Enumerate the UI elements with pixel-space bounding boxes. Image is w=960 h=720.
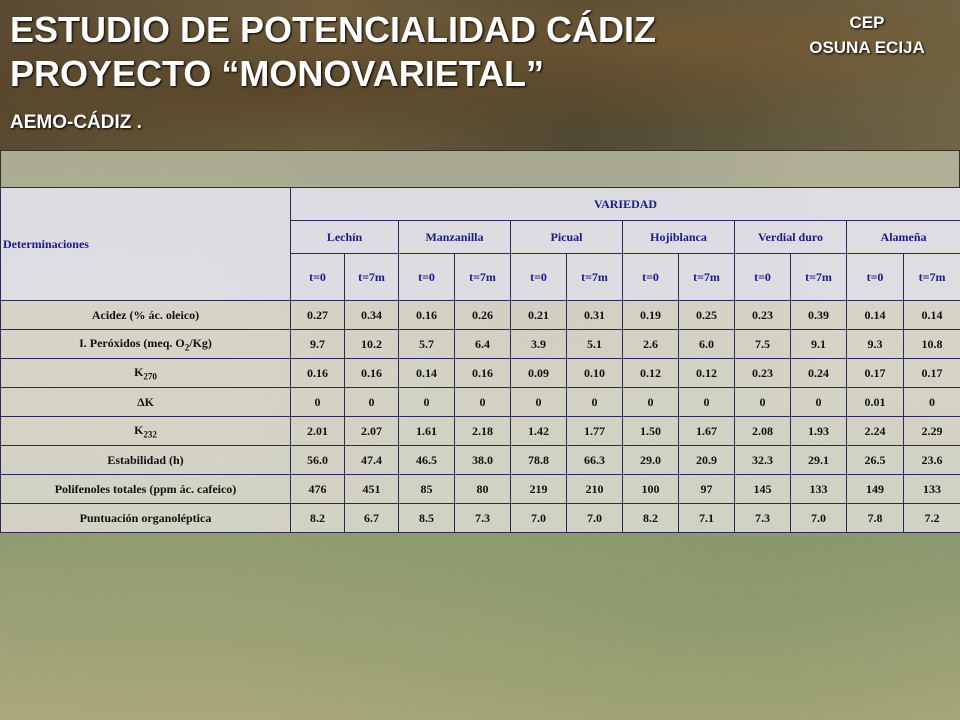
table-cell: 0.10 — [567, 359, 623, 388]
table-cell: 1.50 — [623, 417, 679, 446]
cep-line-2: OSUNA ECIJA — [809, 38, 925, 57]
table-cell: 0 — [623, 388, 679, 417]
table-cell: 8.2 — [623, 504, 679, 533]
table-cell: 97 — [679, 475, 735, 504]
table-cell: 78.8 — [511, 446, 567, 475]
table-cell: 8.5 — [399, 504, 455, 533]
time-header: t=7m — [679, 254, 735, 301]
table-cell: 9.3 — [847, 330, 904, 359]
slide-title — [10, 8, 656, 96]
table-cell: 7.2 — [904, 504, 960, 533]
table-cell: 2.24 — [847, 417, 904, 446]
table-row — [1, 446, 960, 475]
variety-header: Picual — [511, 221, 623, 254]
table-cell: 56.0 — [291, 446, 345, 475]
time-header: t=0 — [399, 254, 455, 301]
table-cell: 0 — [291, 388, 345, 417]
table-cell: 2.01 — [291, 417, 345, 446]
variety-header: Alameña — [847, 221, 960, 254]
row-label: $K_{232}$ — [1, 417, 291, 446]
table-cell: 0 — [455, 388, 511, 417]
table-cell: 26.5 — [847, 446, 904, 475]
table-cell: 0.25 — [679, 301, 735, 330]
time-header: t=0 — [291, 254, 345, 301]
table-cell: 2.08 — [735, 417, 791, 446]
table-cell: 0.16 — [399, 301, 455, 330]
time-header: t=7m — [455, 254, 511, 301]
table-cell: 0.14 — [847, 301, 904, 330]
table-cell: 0.21 — [511, 301, 567, 330]
table-cell: 80 — [455, 475, 511, 504]
table-cell: 0 — [567, 388, 623, 417]
table-cell: 0.17 — [847, 359, 904, 388]
table-cell: 149 — [847, 475, 904, 504]
table-cell: 3.9 — [511, 330, 567, 359]
table-cell: 6.4 — [455, 330, 511, 359]
table-cell: 1.67 — [679, 417, 735, 446]
slide-header — [0, 0, 960, 151]
table-cell: 476 — [291, 475, 345, 504]
table-cell: 0.01 — [847, 388, 904, 417]
title-line-2: PROYECTO “MONOVARIETAL” — [10, 53, 545, 94]
table-cell: 5.7 — [399, 330, 455, 359]
time-header: t=7m — [567, 254, 623, 301]
row-label: ΔK — [1, 388, 291, 417]
title-line-1: ESTUDIO DE POTENCIALIDAD CÁDIZ — [10, 9, 657, 50]
table-cell: 0.09 — [511, 359, 567, 388]
table-cell: 0.23 — [735, 301, 791, 330]
table-cell: 7.3 — [735, 504, 791, 533]
table-cell: 6.0 — [679, 330, 735, 359]
time-header: t=0 — [847, 254, 904, 301]
table-row — [1, 359, 960, 388]
variety-header: Manzanilla — [399, 221, 511, 254]
table-cell: 0 — [679, 388, 735, 417]
table-cell: 1.77 — [567, 417, 623, 446]
table-cell: 10.2 — [345, 330, 399, 359]
time-header: t=0 — [511, 254, 567, 301]
table-cell: 0.14 — [399, 359, 455, 388]
table-cell: 46.5 — [399, 446, 455, 475]
cep-line-1: CEP — [849, 13, 885, 32]
table-cell: 2.18 — [455, 417, 511, 446]
table-cell: 23.6 — [904, 446, 960, 475]
variedad-header: VARIEDAD — [291, 188, 960, 221]
table-cell: 133 — [791, 475, 847, 504]
cep-label — [792, 10, 942, 60]
table-cell: 0.16 — [345, 359, 399, 388]
results-table — [0, 187, 960, 533]
table-cell: 32.3 — [735, 446, 791, 475]
table-cell: 9.1 — [791, 330, 847, 359]
table-cell: 0 — [399, 388, 455, 417]
time-header: t=7m — [904, 254, 960, 301]
time-header: t=7m — [345, 254, 399, 301]
table-cell: 20.9 — [679, 446, 735, 475]
table-cell: 1.42 — [511, 417, 567, 446]
table-row — [1, 504, 960, 533]
table-cell: 0.16 — [291, 359, 345, 388]
table-row — [1, 388, 960, 417]
table-cell: 0 — [735, 388, 791, 417]
table-cell: 7.0 — [511, 504, 567, 533]
table-cell: 38.0 — [455, 446, 511, 475]
table-cell: 7.0 — [791, 504, 847, 533]
table-cell: 0.12 — [679, 359, 735, 388]
table-cell: 7.8 — [847, 504, 904, 533]
table-cell: 10.8 — [904, 330, 960, 359]
table-row — [1, 475, 960, 504]
table-cell: 9.7 — [291, 330, 345, 359]
table-cell: 0.34 — [345, 301, 399, 330]
table-cell: 0 — [791, 388, 847, 417]
table-cell: 0 — [904, 388, 960, 417]
table-cell: 0.17 — [904, 359, 960, 388]
table-cell: 85 — [399, 475, 455, 504]
table-cell: 5.1 — [567, 330, 623, 359]
table-cell: 0.39 — [791, 301, 847, 330]
table-cell: 7.5 — [735, 330, 791, 359]
table-cell: 47.4 — [345, 446, 399, 475]
time-header: t=7m — [791, 254, 847, 301]
table-cell: 29.1 — [791, 446, 847, 475]
blank-band — [0, 150, 960, 188]
table-cell: 7.0 — [567, 504, 623, 533]
table-cell: 210 — [567, 475, 623, 504]
table-cell: 0.24 — [791, 359, 847, 388]
table-cell: 219 — [511, 475, 567, 504]
row-label: Polifenoles totales (ppm ác. cafeico) — [1, 475, 291, 504]
table-cell: 2.6 — [623, 330, 679, 359]
table-cell: 7.1 — [679, 504, 735, 533]
table-cell: 100 — [623, 475, 679, 504]
table-cell: 0.16 — [455, 359, 511, 388]
row-label: I. Peróxidos (meq. $O_2/Kg$) — [1, 330, 291, 359]
time-header: t=0 — [735, 254, 791, 301]
table-cell: 2.07 — [345, 417, 399, 446]
table-cell: 0.14 — [904, 301, 960, 330]
table-cell: 1.61 — [399, 417, 455, 446]
variety-header: Hojiblanca — [623, 221, 735, 254]
slide-subtitle: AEMO-CÁDIZ . — [10, 112, 142, 133]
table-cell: 29.0 — [623, 446, 679, 475]
table-cell: 1.93 — [791, 417, 847, 446]
table-cell: 8.2 — [291, 504, 345, 533]
table-cell: 6.7 — [345, 504, 399, 533]
table-cell: 145 — [735, 475, 791, 504]
table-cell: 0 — [345, 388, 399, 417]
table-cell: 0.19 — [623, 301, 679, 330]
variety-header: Lechín — [291, 221, 399, 254]
table-cell: 0.12 — [623, 359, 679, 388]
table-cell: 451 — [345, 475, 399, 504]
time-header: t=0 — [623, 254, 679, 301]
table-cell: 0.27 — [291, 301, 345, 330]
row-label: Puntuación organoléptica — [1, 504, 291, 533]
table-cell: 0.26 — [455, 301, 511, 330]
table-cell: 66.3 — [567, 446, 623, 475]
table-row — [1, 330, 960, 359]
table-cell: 7.3 — [455, 504, 511, 533]
variety-header: Verdial duro — [735, 221, 847, 254]
row-label: $K_{270}$ — [1, 359, 291, 388]
table-row — [1, 301, 960, 330]
table-cell: 133 — [904, 475, 960, 504]
table-cell: 2.29 — [904, 417, 960, 446]
determinaciones-header: Determinaciones — [1, 188, 291, 301]
table-cell: 0.23 — [735, 359, 791, 388]
table-row — [1, 417, 960, 446]
table-cell: 0 — [511, 388, 567, 417]
row-label: Acidez (% ác. oleico) — [1, 301, 291, 330]
table-cell: 0.31 — [567, 301, 623, 330]
row-label: Estabilidad (h) — [1, 446, 291, 475]
